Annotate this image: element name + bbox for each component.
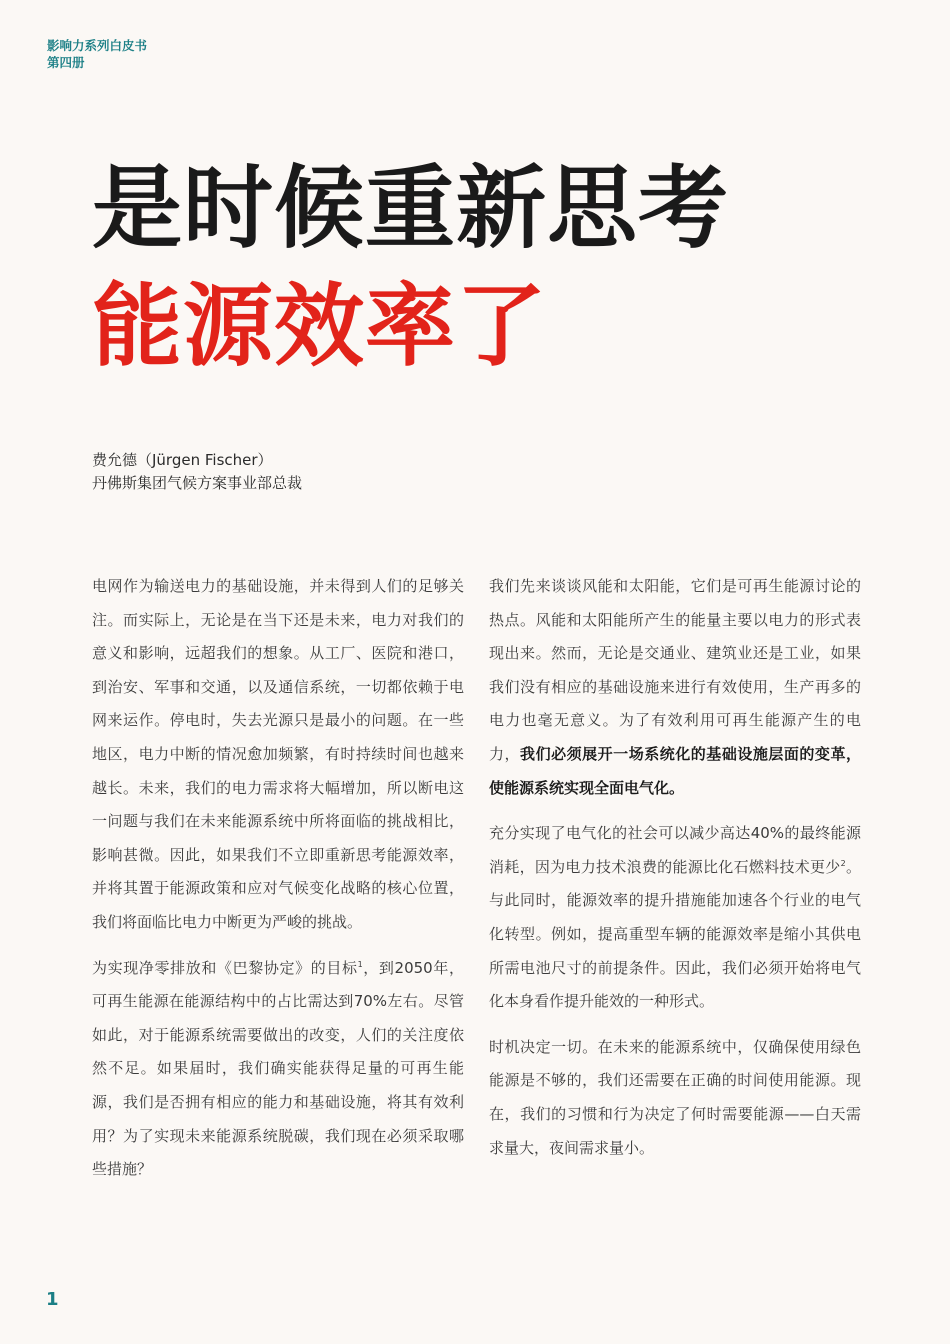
paragraph-text: ，到2050年，可再生能源在能源结构中的占比需达到70%左右。尽管如此，对于能源系统需要做出的改变，人们的关注度依然不足。如果届时，我们确实能获得足量的可再生能源，我们是否拥有相应的能力和基础设施，将其有效利用？为了实现未来能源系统脱碳，我们现在必须采取哪些措施？ [92, 958, 464, 1179]
paragraph [92, 952, 464, 1187]
author-role: 丹佛斯集团气候方案事业部总裁 [92, 474, 303, 492]
title-line-2: 能源效率了 [92, 274, 547, 379]
paragraph [489, 817, 861, 1019]
paragraph-text: 充分实现了电气化的社会可以减少高达40%的最终能源消耗，因为电力技术浪费的能源比化石燃料技术更少 [489, 824, 861, 876]
paragraph: 时机决定一切。在未来的能源系统中，仅确保使用绿色能源是不够的，我们还需要在正确的时间使用能源。现在，我们的习惯和行为决定了何时需要能源——白天需求量大，夜间需求量小。 [489, 1037, 861, 1157]
footnote-ref[interactable]: 2 [840, 858, 846, 868]
title-line-1: 是时候重新思考 [92, 156, 729, 261]
volume-label: 第四册 [47, 55, 85, 70]
paragraph [489, 570, 861, 805]
paragraph-text: 我们先来谈谈风能和太阳能，它们是可再生能源讨论的热点。风能和太阳能所产生的能量主要以电力的形式表现出来。然而，无论是交通业、建筑业还是工业，如果我们没有相应的基础设施来进行有效使用，生产再多的电力也毫无意义。为了有效利用可再生能源产生的电力， [489, 577, 861, 763]
paragraph: 电网作为输送电力的基础设施，并未得到人们的足够关注。而实际上，无论是在当下还是未来，电力对我们的意义和影响，远超我们的想象。从工厂、医院和港口，到治安、军事和交通，以及通信系统，一切都依赖于电网来运作。停电时，失去光源只是最小的问题。在一些地区，电力中断的情况愈加频繁，有时持续时间也越来越长。未来，我们的电力需求将大幅增加，所以断电这一问题与我们在未来能源系统中所将面临的挑战相比，影响甚微。因此，如果我们不立即重新思考能源效率，并将其置于能源政策和应对气候变化战略的核心位置，我们将面临比电力中断更为严峻的挑战。 [92, 577, 464, 931]
right-column [489, 570, 861, 1177]
author-name: 费允德（Jürgen Fischer） [92, 451, 273, 469]
paragraph-text: 。与此同时，能源效率的提升措施能加速各个行业的电气化转型。例如，提高重型车辆的能源效率是缩小其供电所需电池尺寸的前提条件。因此，我们必须开始将电气化本身看作提升能效的一种形式。 [489, 857, 861, 1011]
publication-header [47, 37, 147, 71]
left-column [92, 570, 464, 1199]
paragraph-text: 为实现净零排放和《巴黎协定》的目标 [92, 958, 358, 977]
page-title [92, 150, 729, 386]
page-number: 1 [46, 1289, 59, 1310]
series-name: 影响力系列白皮书 [47, 38, 148, 53]
emphasis-text: 我们必须展开一场系统化的基础设施层面的变革，使能源系统实现全面电气化。 [489, 744, 861, 797]
footnote-ref[interactable]: 1 [357, 959, 363, 969]
author-block [92, 449, 302, 495]
